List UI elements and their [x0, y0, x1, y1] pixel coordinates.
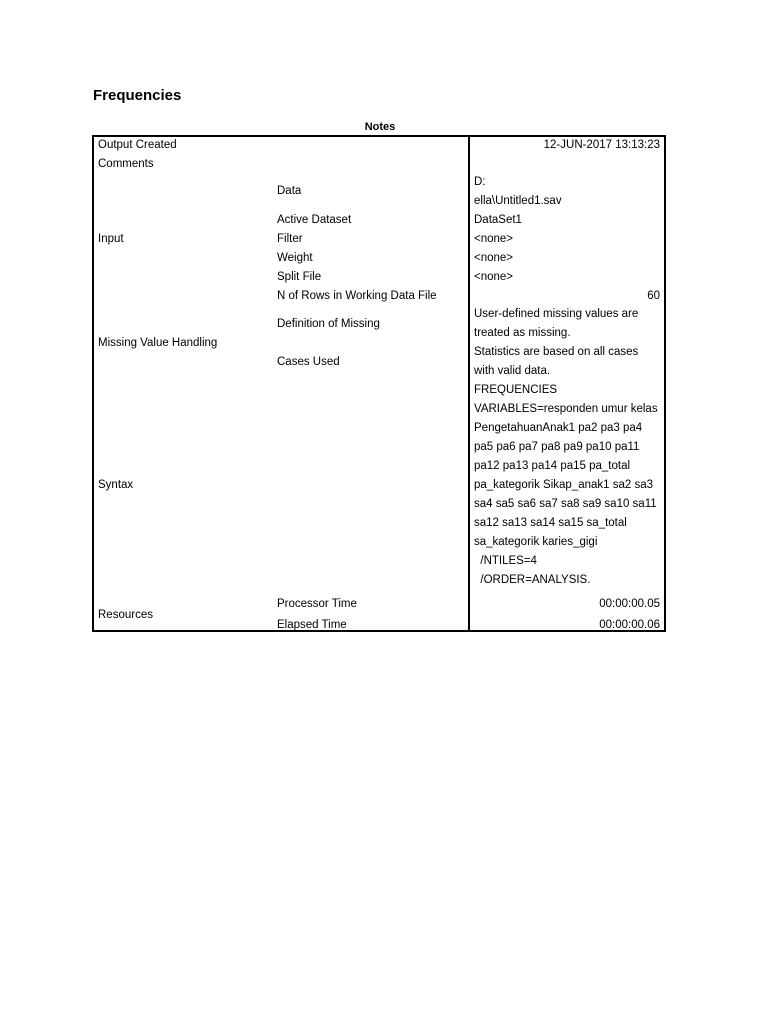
output-created-label: Output Created — [98, 139, 177, 151]
syntax-line: pa_kategorik Sikap_anak1 sa2 sa3 — [474, 479, 654, 491]
elapsed-time-label: Elapsed Time — [277, 619, 347, 631]
syntax-label: Syntax — [98, 479, 134, 491]
elapsed-time-value: 00:00:00.06 — [599, 619, 660, 631]
definition-of-missing-value-line2: treated as missing. — [474, 327, 571, 339]
filter-value: <none> — [474, 233, 514, 245]
syntax-line: sa12 sa13 sa14 sa15 sa_total — [474, 517, 627, 529]
split-file-label: Split File — [277, 271, 322, 283]
comments-label: Comments — [98, 158, 154, 170]
syntax-line: pa5 pa6 pa7 pa8 pa9 pa10 pa11 — [474, 441, 640, 453]
column-divider — [468, 137, 470, 630]
active-dataset-label: Active Dataset — [277, 214, 352, 226]
syntax-line: PengetahuanAnak1 pa2 pa3 pa4 — [474, 422, 643, 434]
filter-label: Filter — [277, 233, 303, 245]
active-dataset-value: DataSet1 — [474, 214, 522, 226]
input-label: Input — [98, 233, 124, 245]
syntax-line: FREQUENCIES — [474, 384, 558, 396]
weight-value: <none> — [474, 252, 514, 264]
syntax-line: /ORDER=ANALYSIS. — [474, 574, 591, 586]
split-file-value: <none> — [474, 271, 514, 283]
n-rows-value: 60 — [647, 290, 660, 302]
cases-used-value-line2: with valid data. — [474, 365, 551, 377]
data-value-line2: ella\Untitled1.sav — [474, 195, 562, 207]
processor-time-label: Processor Time — [277, 598, 357, 610]
definition-of-missing-value-line1: User-defined missing values are — [474, 308, 639, 320]
syntax-line: VARIABLES=responden umur kelas — [474, 403, 658, 415]
syntax-line: sa4 sa5 sa6 sa7 sa8 sa9 sa10 sa11 — [474, 498, 657, 510]
definition-of-missing-label: Definition of Missing — [277, 318, 380, 330]
syntax-line: /NTILES=4 — [474, 555, 537, 567]
table-caption: Notes — [364, 121, 396, 133]
data-value-line1: D: — [474, 176, 486, 188]
syntax-line: sa_kategorik karies_gigi — [474, 536, 598, 548]
data-label: Data — [277, 185, 302, 197]
output-created-value: 12-JUN-2017 13:13:23 — [543, 139, 660, 151]
processor-time-value: 00:00:00.05 — [599, 598, 660, 610]
cases-used-value-line1: Statistics are based on all cases — [474, 346, 639, 358]
syntax-line: pa12 pa13 pa14 pa15 pa_total — [474, 460, 631, 472]
resources-label: Resources — [98, 609, 153, 621]
page-title: Frequencies — [93, 87, 182, 104]
cases-used-label: Cases Used — [277, 356, 340, 368]
notes-table — [92, 135, 666, 632]
missing-value-handling-label: Missing Value Handling — [98, 337, 218, 349]
weight-label: Weight — [277, 252, 313, 264]
n-rows-label: N of Rows in Working Data File — [277, 290, 437, 302]
